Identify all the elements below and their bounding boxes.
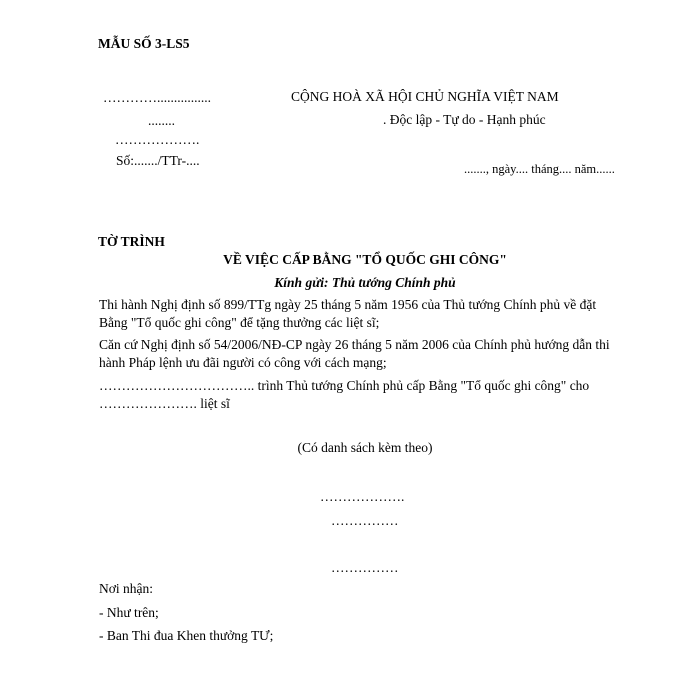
body-paragraph-3: …………………………….. trình Thủ tướng Chính phủ cấp Bằng "Tổ quốc ghi công" cho …………………. liệt sĩ (99, 378, 590, 411)
recipient-item: - Như trên; (99, 605, 159, 620)
recipient-item: - Ban Thi đua Khen thưởng TƯ; (99, 628, 274, 643)
date-line: ......., ngày.... tháng.... năm...... (464, 162, 615, 176)
national-motto: . Độc lập - Tự do - Hạnh phúc (383, 112, 546, 127)
agency-line-1: …………................ (103, 90, 211, 105)
recipients-title: Nơi nhận: (99, 581, 154, 596)
body-paragraph-1: Thi hành Nghị định số 899/TTg ngày 25 tháng 5 năm 1956 của Thủ tướng Chính phủ về đặt Bằng "Tổ quốc ghi công" để tặng thưởng các liệt sĩ; (99, 297, 597, 330)
form-code: MẪU SỐ 3-LS5 (98, 36, 190, 51)
recipient-line: Kính gửi: Thủ tướng Chính phủ (274, 275, 456, 290)
country-name: CỘNG HOÀ XÃ HỘI CHỦ NGHĨA VIỆT NAM (291, 89, 559, 104)
document-number: Số:......./TTr-.... (116, 153, 200, 168)
signature-action: …………… (331, 513, 399, 528)
document-subject: VỀ VIỆC CẤP BẰNG "TỔ QUỐC GHI CÔNG" (223, 252, 507, 267)
document-type: TỜ TRÌNH (98, 234, 165, 249)
agency-line-3: ………………. (115, 132, 200, 147)
attachment-note: (Có danh sách kèm theo) (297, 440, 433, 455)
body-paragraph-2: Căn cứ Nghị định số 54/2006/NĐ-CP ngày 26 tháng 5 năm 2006 của Chính phủ hướng dẫn thi hành Pháp lệnh ưu đãi người có công với cách mạng; (99, 337, 610, 370)
agency-line-2: ........ (148, 113, 175, 128)
signature-title: ………………. (320, 489, 405, 504)
signature-name: …………… (331, 560, 399, 575)
